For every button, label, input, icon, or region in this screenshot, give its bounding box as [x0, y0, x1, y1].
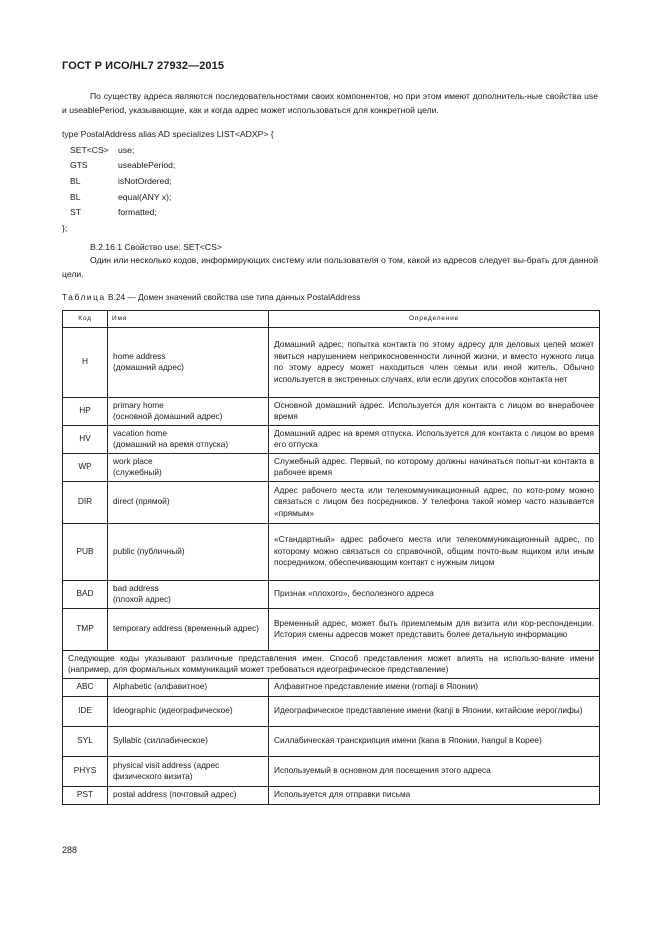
cell-code: ABC — [63, 678, 108, 696]
cell-name: home address (домашний адрес) — [108, 327, 269, 397]
cell-name: vacation home (домашний на время отпуска) — [108, 425, 269, 453]
code-close: }; — [62, 223, 68, 234]
cell-definition: Признак «плохого», бесполезного адреса — [269, 580, 600, 608]
table-row — [63, 696, 600, 726]
cell-definition: Адрес рабочего места или телекоммуникационный адрес, по кото-рому можно связаться с лицом без посредников. У телефона такой номер часто называется «прямым» — [269, 481, 600, 523]
table-row — [63, 397, 600, 425]
cell-name: Ideographic (идеографическое) — [108, 696, 269, 726]
cell-definition: Идеографическое представление имени (kanji в Японии, китайские иероглифы) — [269, 696, 600, 726]
table-row — [63, 453, 600, 481]
table-row — [63, 481, 600, 523]
table-row — [63, 608, 600, 650]
code-type: SET<CS> — [70, 144, 109, 155]
table-row — [63, 726, 600, 756]
cell-code: HV — [63, 425, 108, 453]
code-member: useablePeriod; — [118, 160, 176, 171]
cell-definition: Домашний адрес; попытка контакта по этому адресу для деловых целей может явиться нарушением неприкосновенности личной жизни, и вместо нужного лица по этому адресу может находиться член семьи или иной житель. Обычно используется в экстренных случаях, или если других способов контакта нет — [269, 327, 600, 397]
cell-code: SYL — [63, 726, 108, 756]
table-row — [63, 756, 600, 786]
cell-code: WP — [63, 453, 108, 481]
cell-name: primary home (основной домашний адрес) — [108, 397, 269, 425]
cell-code: TMP — [63, 608, 108, 650]
code-type: ST — [70, 207, 81, 218]
code-member: isNotOrdered; — [118, 176, 172, 187]
document-header: ГОСТ Р ИСО/HL7 27932—2015 — [62, 60, 225, 72]
code-member: equal(ANY x); — [118, 191, 172, 202]
cell-definition: Основной домашний адрес. Используется для контакта с лицом во внерабочее время — [269, 397, 600, 425]
section-text: Один или несколько кодов, информирующих систему или пользователя о том, какой из адресов следует вы-брать для данной цели. — [62, 255, 598, 279]
table-row — [63, 327, 600, 397]
code-row — [62, 190, 274, 206]
table-row — [63, 580, 600, 608]
cell-name: postal address (почтовый адрес) — [108, 786, 269, 804]
cell-definition: Служебный адрес. Первый, по которому должны начинаться попыт-ки контакта в рабочее время — [269, 453, 600, 481]
cell-name: work place (служебный) — [108, 453, 269, 481]
table-header-row — [63, 311, 600, 328]
cell-code: PST — [63, 786, 108, 804]
table-row — [63, 523, 600, 580]
page-number: 288 — [62, 845, 78, 855]
cell-name: Alphabetic (алфавитное) — [108, 678, 269, 696]
cell-definition: Алфавитное представление имени (romaji в Японии) — [269, 678, 600, 696]
table-row — [63, 786, 600, 804]
code-first-line: type PostalAddress alias AD specializes LIST<ADXP> { — [62, 129, 274, 139]
cell-code: H — [63, 327, 108, 397]
span-note: Следующие коды указывают различные представления имен. Способ представления может влиять на использо-вание имени (например, для формальных коммуникаций может требоваться идеографическое представление) — [63, 650, 600, 678]
section-heading: B.2.16.1 Свойство use: SET<CS> — [90, 242, 222, 252]
values-table — [62, 310, 600, 805]
code-row — [62, 143, 274, 159]
cell-name: temporary address (временный адрес) — [108, 608, 269, 650]
header-name: Имя — [108, 311, 269, 328]
code-type: GTS — [70, 160, 88, 171]
table-span-row — [63, 650, 600, 678]
cell-definition: Временный адрес, может быть приемлемым для визита или кор-респонденции. История смены адресов может представить более детальную информацию — [269, 608, 600, 650]
cell-code: PUB — [63, 523, 108, 580]
table-body-a — [63, 327, 600, 650]
table-caption-label: Таблица — [62, 292, 106, 302]
cell-definition: Используемый в основном для посещения этого адреса — [269, 756, 600, 786]
code-type: BL — [70, 191, 81, 202]
cell-code: IDE — [63, 696, 108, 726]
code-block — [62, 127, 274, 237]
cell-definition: Силлабическая транскрипция имени (kana в Японии, hangul в Корее) — [269, 726, 600, 756]
table-row — [63, 678, 600, 696]
cell-code: PHYS — [63, 756, 108, 786]
cell-name: direct (прямой) — [108, 481, 269, 523]
cell-definition: Домашний адрес на время отпуска. Используется для контакта с лицом во время его отпуска — [269, 425, 600, 453]
cell-name: public (публичный) — [108, 523, 269, 580]
table-caption — [62, 292, 360, 302]
code-member: use; — [118, 144, 135, 155]
header-definition: Определение — [269, 311, 600, 328]
cell-name: bad address (плохой адрес) — [108, 580, 269, 608]
intro-paragraph: По существу адреса являются последовательностями своих компонентов, но при этом имеют дополнитель-ные свойства use и useablePeriod, указывающие, как и когда адрес может использоваться для конкретной цели. — [62, 91, 598, 115]
cell-name: Syllabic (силлабическое) — [108, 726, 269, 756]
cell-definition: «Стандартный» адрес рабочего места или телекоммуникационный адрес, по которому можно связаться со справочной, общим почто-вым ящиком или иным посредником, обеспечивающим контакт с нужным лицом — [269, 523, 600, 580]
cell-definition: Используется для отправки письма — [269, 786, 600, 804]
cell-code: DIR — [63, 481, 108, 523]
cell-name: physical visit address (адрес физического визита) — [108, 756, 269, 786]
code-type: BL — [70, 176, 81, 187]
table-body-b — [63, 678, 600, 804]
table-caption-text: B.24 — Домен значений свойства use типа данных PostalAddress — [108, 292, 361, 302]
code-row — [62, 174, 274, 190]
table-row — [63, 425, 600, 453]
code-row — [62, 205, 274, 221]
code-rows — [62, 143, 274, 221]
code-member: formatted; — [118, 207, 157, 218]
cell-code: HP — [63, 397, 108, 425]
code-row — [62, 158, 274, 174]
header-code: Код — [63, 311, 108, 328]
cell-code: BAD — [63, 580, 108, 608]
